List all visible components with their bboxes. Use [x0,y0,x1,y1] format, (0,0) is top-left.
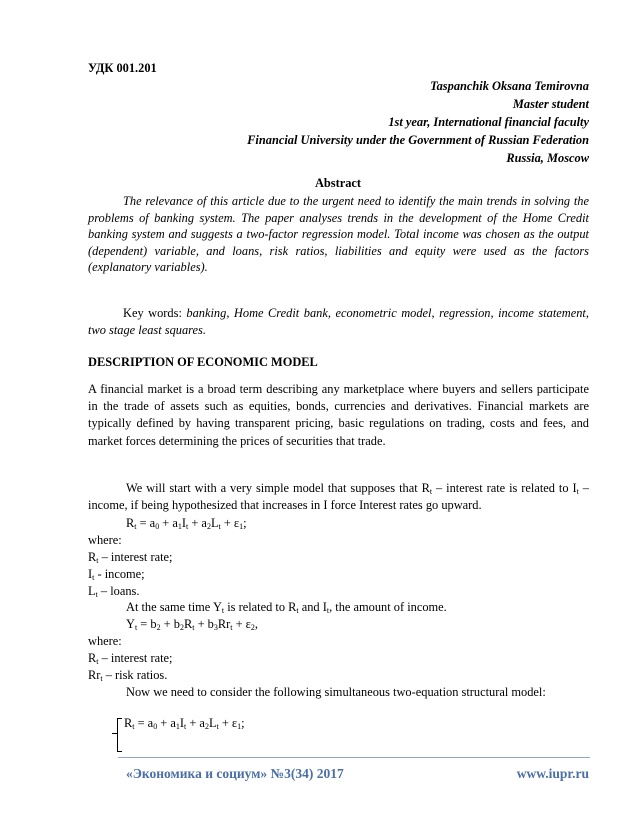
system-brace [117,718,124,752]
udk-code: УДК 001.201 [88,61,157,75]
keywords-list: banking, Home Credit bank, econometric model, regression, income statement, [186,306,589,320]
footer-divider [118,757,590,758]
keywords: Key words: banking, Home Credit bank, econometric model, regression, income statement, two stage least squares. [88,306,589,337]
def-income: $I_t$ - income; [88,567,145,582]
abstract-body: The relevance of this article due to the urgent need to identify the main trends in solving the problems of banking system. The paper analyses trends in the development of the Home Credit banking system and suggests a two-factor regression model. Total income was chosen as the output (dependent) variable, and loans, risk ratios, liabilities and equity were used as the factors (explanatory variables). [88,194,589,275]
where-label-1: where: [88,533,122,547]
def-interest-rate: $R_t$ – interest rate; [88,550,173,565]
footer-site[interactable]: www.iupr.ru [516,766,589,781]
model-paragraph-line2: income, if being hypothesized that increases in I force Interest rates go upward. [88,498,482,512]
abstract-heading: Abstract [314,176,362,190]
def-loans: $L_t$ – loans. [88,584,140,599]
model-paragraph-line1: We will start with a very simple model that supposes that $R_t$ – interest rate is related to $I_t$ – [126,481,589,496]
equation-2: $Y_t = b_2 + b_2R_t + b_3Rr_t + \varepsilon_2$, [126,617,258,632]
equation-1: $R_t = a_0 + a_1I_t + a_2L_t + \varepsilon_1$; [126,516,247,531]
section-intro: A financial market is a broad term describing any marketplace where buyers and sellers participate in the trade of assets such as equities, bonds, currencies and derivatives. Financial markets are typically defined by having transparent pricing, basic regulations on trading, costs and fees, and market forces determining the prices of securities that trade. [88,382,589,448]
where-label-2: where: [88,634,122,648]
author-university: Financial University under the Government of Russian Federation [247,133,589,147]
def-risk-ratios: $Rr_t$ – risk ratios. [88,668,168,683]
system-equation-1: $R_t = a_0 + a_1I_t + a_2L_t + \varepsilon_1$; [124,716,245,731]
author-year-faculty: 1st year, International financial faculty [388,115,589,129]
author-location: Russia, Moscow [506,151,589,165]
footer-journal: «Экономика и социум» №3(34) 2017 [126,766,344,781]
keywords-label: Key words: [123,306,182,320]
section-heading: DESCRIPTION OF ECONOMIC MODEL [88,355,318,369]
now-sentence: Now we need to consider the following simultaneous two-equation structural model: [126,685,546,699]
author-name: Taspanchik Oksana Temirovna [430,79,589,93]
same-time-sentence: At the same time $Y_t$ is related to $R_t$ and $I_t$, the amount of income. [126,600,447,615]
author-position: Master student [512,97,589,111]
def-interest-rate-2: $R_t$ – interest rate; [88,651,173,666]
